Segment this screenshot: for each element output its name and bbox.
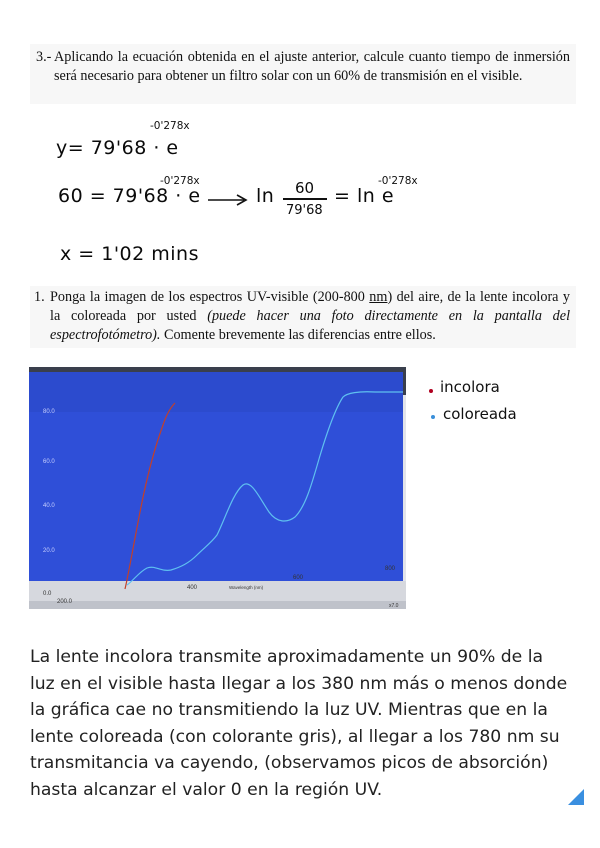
equation-line-2-rhs-exponent: -0'278x <box>378 175 418 187</box>
question-3-block <box>30 44 576 104</box>
page-corner-icon[interactable] <box>568 789 584 805</box>
fraction-bar <box>283 198 327 200</box>
x-tick-600: 600 <box>293 575 304 581</box>
question-3-text: Aplicando la ecuación obtenida en el ajuste anterior, calcule cuanto tiempo de inmersión será necesario para obtener un filtro solar con un 60% de transmisión en el visible. <box>54 49 570 84</box>
y-tick-40: 40.0 <box>43 503 55 509</box>
legend-dot-coloreada <box>431 415 435 419</box>
equation-line-1-exponent: -0'278x <box>150 120 190 132</box>
answer-line: lente coloreada (con colorante gris), al llegar a los 780 nm su <box>30 726 560 747</box>
question-1-number: 1. <box>34 289 45 305</box>
legend-dot-incolora <box>429 389 433 393</box>
y-tick-20: 20.0 <box>43 548 55 554</box>
y-tick-80: 80.0 <box>43 409 55 415</box>
answer-paragraph <box>30 644 575 804</box>
x-axis-label: Wavelength (nm) <box>229 585 264 590</box>
question-3-number: 3.- <box>36 49 52 65</box>
equation-line-2-rhs: = ln e <box>334 185 395 207</box>
arrow-icon <box>206 193 250 207</box>
answer-line: la gráfica cae no transmitiendo la luz UV. Mientras que en la <box>30 700 548 721</box>
fraction-numerator: 60 <box>295 179 315 197</box>
answer-line: transmitancia va cayendo, (observamos picos de absorción) <box>30 753 549 774</box>
question-1-text: Ponga la imagen de los espectros UV-visible (200-800 nm) del aire, de la lente incolora y la coloreada por usted (puede hacer una foto directamente en la pantalla del espectrofotómetro). Comente brevemente las diferencias entre ellos. <box>50 289 571 343</box>
legend-label-incolora: incolora <box>440 378 500 396</box>
answer-line: luz en el visible hasta llegar a los 380 nm más o menos donde <box>30 673 568 694</box>
answer-line: hasta alcanzar el valor 0 en la región UV. <box>30 779 383 800</box>
fraction-denominator: 79'68 <box>286 203 323 218</box>
y-tick-0: 0.0 <box>43 591 52 597</box>
spectrophotometer-screen-photo <box>29 367 406 609</box>
equation-line-2-exponent: -0'278x <box>160 175 200 187</box>
question-1-block <box>30 286 576 348</box>
x-tick-800: 800 <box>385 566 396 572</box>
equation-line-2: 60 = 79'68 · e <box>58 185 201 207</box>
ln-label: ln <box>256 185 275 207</box>
legend-label-coloreada: coloreada <box>443 405 517 423</box>
answer-line: La lente incolora transmite aproximadamente un 90% de la <box>30 647 543 667</box>
x-tick-400: 400 <box>187 585 198 591</box>
x-tick-200: 200.0 <box>57 599 73 605</box>
photo-corner-text: x7.0 <box>389 603 399 609</box>
result-line: x = 1'02 mins <box>60 243 199 265</box>
equation-line-1: y= 79'68 · e <box>56 137 179 159</box>
y-tick-60: 60.0 <box>43 459 55 465</box>
